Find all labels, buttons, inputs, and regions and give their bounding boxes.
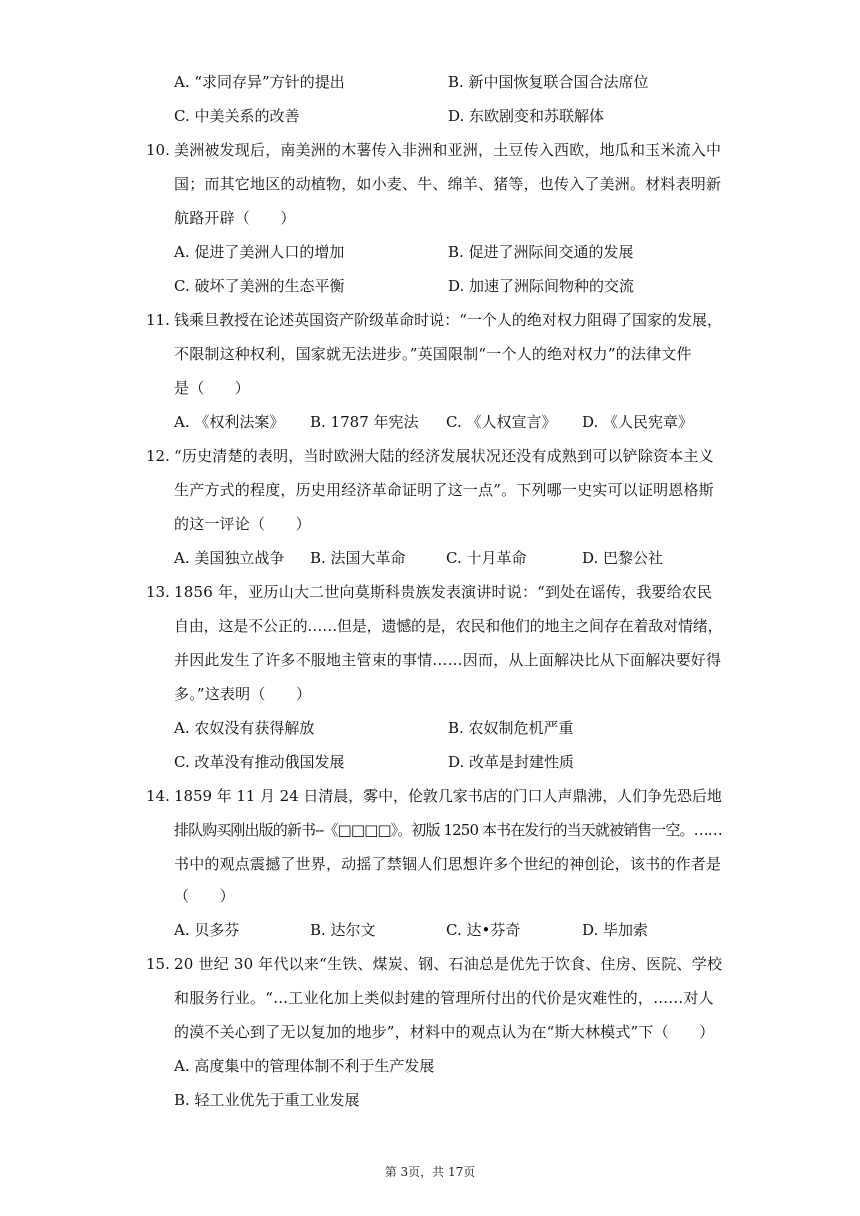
option-a: A. 贝多芬: [174, 921, 240, 939]
question-text-line: 书中的观点震撼了世界，动摇了禁锢人们思想许多个世纪的神创论，该书的作者是: [174, 855, 722, 873]
option-c: C. 破坏了美洲的生态平衡: [174, 277, 345, 295]
question-text-line: 并因此发生了许多不服地主管束的事情……因而，从上面解决比从下面解决要好得: [174, 651, 722, 669]
option-b: B. 农奴制危机严重: [448, 719, 574, 737]
option-c: C. 十月革命: [446, 549, 527, 567]
question-text-line: 和服务行业。“…工业化加上类似封建的管理所付出的代价是灾难性的，……对人: [174, 989, 714, 1007]
question-text-line: 美洲被发现后，南美洲的木薯传入非洲和亚洲，土豆传入西欧，地瓜和玉米流入中: [174, 141, 722, 159]
question-text-line: 航路开辟（ ）: [174, 209, 296, 227]
question-number: 13.: [146, 583, 170, 601]
question-text-line: 是（ ）: [174, 379, 251, 397]
question-text-line: “历史清楚的表明，当时欧洲大陆的经济发展状况还没有成熟到可以铲除资本主义: [174, 447, 714, 465]
question-text-line: 生产方式的程度，历史用经济革命证明了这一点”。下列哪一史实可以证明恩格斯: [174, 481, 714, 499]
option-b: B. 新中国恢复联合国合法席位: [448, 73, 649, 91]
option-b: B. 法国大革命: [310, 549, 406, 567]
option-a: A. “求同存异”方针的提出: [174, 73, 345, 91]
question-text-line: 多。”这表明（ ）: [174, 685, 312, 703]
question-text-line: 1859 年 11 月 24 日清晨，雾中，伦敦几家书店的门口人声鼎沸，人们争先恐后地: [174, 787, 722, 805]
option-c: C. 改革没有推动俄国发展: [174, 753, 345, 771]
option-d: D. 毕加索: [582, 921, 649, 939]
option-c: C. 《人权宣言》: [446, 413, 557, 431]
question-text-line: （ ）: [174, 887, 235, 905]
option-b: B. 轻工业优先于重工业发展: [174, 1091, 360, 1109]
question-number: 10.: [146, 141, 170, 159]
question-text-line: 1856 年，亚历山大二世向莫斯科贵族发表演讲时说：“到处在谣传，我要给农民: [174, 583, 713, 601]
question-text-line: 钱乘旦教授在论述英国资产阶级革命时说：“一个人的绝对权力阻碍了国家的发展，: [174, 311, 723, 329]
option-a: A. 美国独立战争: [174, 549, 285, 567]
option-a: A. 农奴没有获得解放: [174, 719, 315, 737]
option-d: D. 加速了洲际间物种的交流: [448, 277, 635, 295]
option-a: A. 促进了美洲人口的增加: [174, 243, 345, 261]
question-text-line: 的漠不关心到了无以复加的地步”，材料中的观点认为在“斯大林模式”下（ ）: [174, 1023, 715, 1041]
question-text-line: 国；而其它地区的动植物，如小麦、牛、绵羊、猪等，也传入了美洲。材料表明新: [174, 175, 722, 193]
option-d: D. 改革是封建性质: [448, 753, 575, 771]
question-number: 15.: [146, 955, 170, 973]
question-text-line: 排队购买刚出版的新书--《□□□□》。初版 1250 本书在发行的当天就被销售一空。……: [174, 821, 722, 839]
question-text-line: 的这一评论（ ）: [174, 515, 311, 533]
option-b: B. 1787 年宪法: [310, 413, 419, 431]
option-c: C. 中美关系的改善: [174, 107, 300, 125]
option-b: B. 促进了洲际间交通的发展: [448, 243, 634, 261]
option-d: D. 东欧剧变和苏联解体: [448, 107, 605, 125]
option-c: C. 达•芬奇: [446, 921, 521, 939]
question-number: 12.: [146, 447, 170, 465]
option-a: A. 《权利法案》: [174, 413, 285, 431]
question-text-line: 自由，这是不公正的……但是，遗憾的是，农民和他们的地主之间存在着敌对情绪，: [174, 617, 723, 635]
question-text-line: 20 世纪 30 年代以来“生铁、煤炭、钢、石油总是优先于饮食、住房、医院、学校: [174, 955, 723, 973]
page-footer: 第 3页，共 17页: [384, 1165, 476, 1179]
question-number: 11.: [146, 311, 170, 329]
option-d: D. 巴黎公社: [582, 549, 664, 567]
option-a: A. 高度集中的管理体制不利于生产发展: [174, 1057, 435, 1075]
option-b: B. 达尔文: [310, 921, 376, 939]
question-number: 14.: [146, 787, 170, 805]
option-d: D. 《人民宪章》: [582, 413, 694, 431]
question-text-line: 不限制这种权利，国家就无法进步。”英国限制“一个人的绝对权力”的法律文件: [174, 345, 692, 363]
